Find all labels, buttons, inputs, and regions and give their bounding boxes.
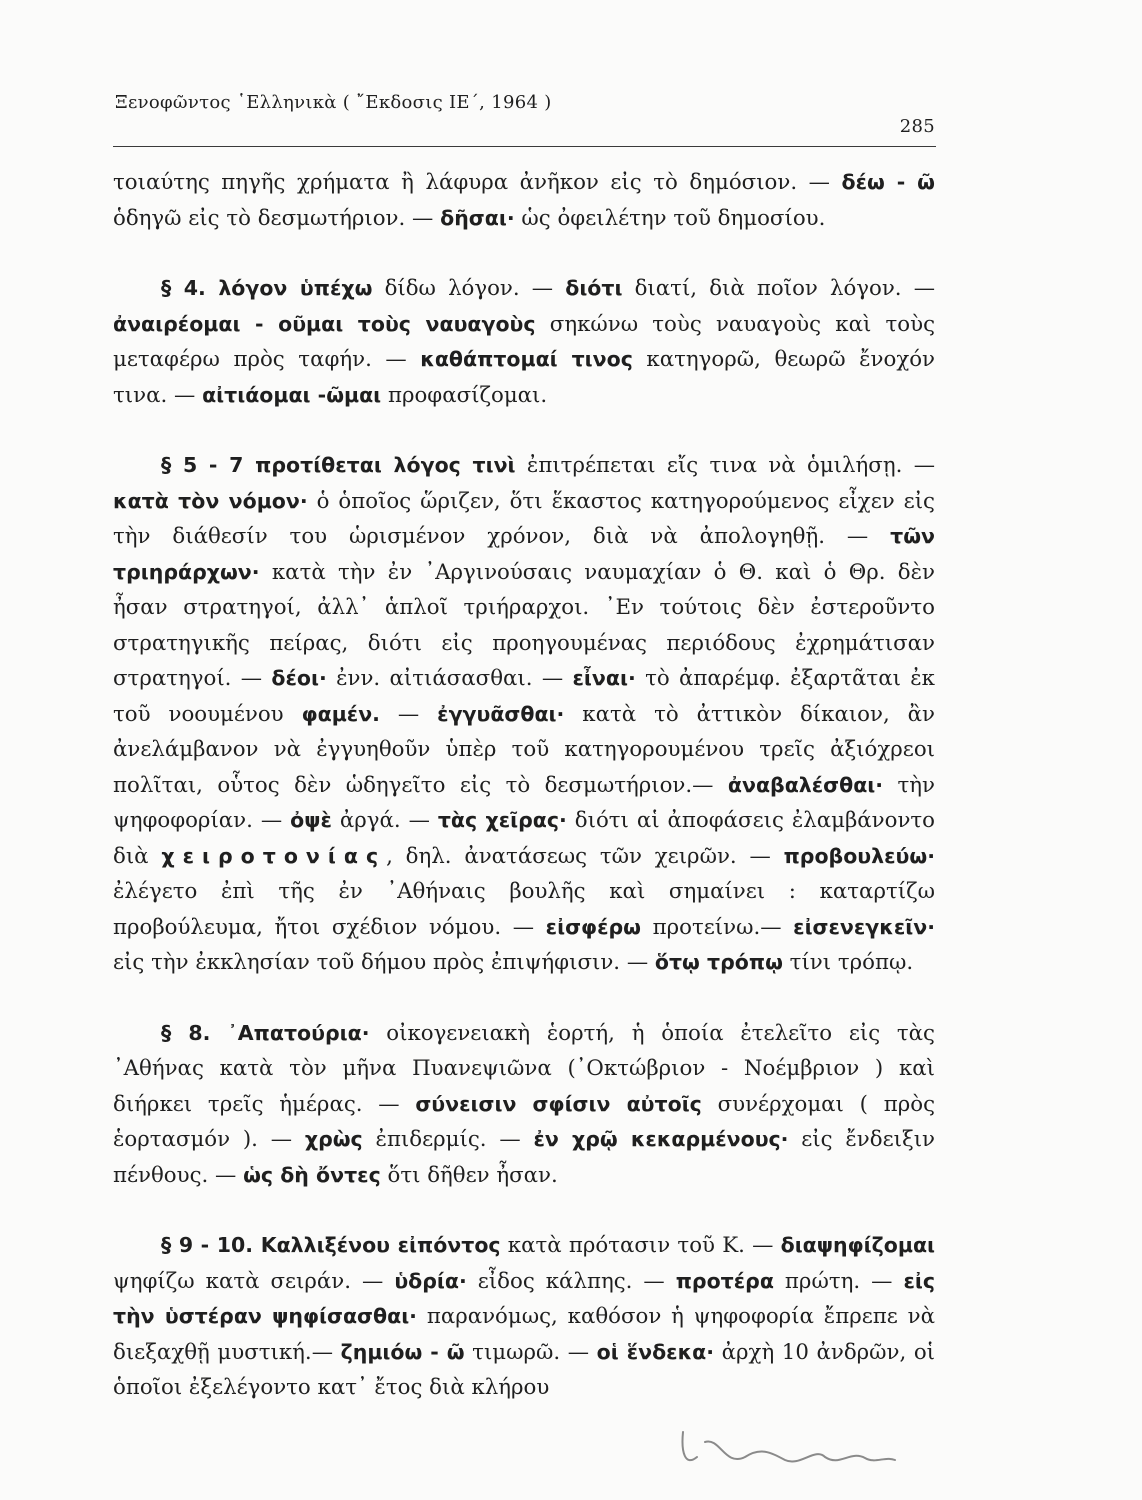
term-bold: οἱ ἕνδεκα· [596,1339,715,1364]
text-run: ἐπιτρέπεται εἴς τινα νὰ ὁμιλήσῃ. — [515,453,935,478]
term-bold: τῶν τριηράρχων· [113,524,935,584]
term-bold: χρὼς [304,1127,363,1151]
term-bold: δέοι· [271,666,327,690]
text-run: πρώτη. — [773,1268,904,1294]
text-run: εἶδος κάλπης. — [466,1268,676,1294]
term-bold: ὡς δὴ ὄντες [243,1162,381,1187]
text-run: , δηλ. ἀνατάσεως τῶν χειρῶν. — [386,843,784,869]
text-run: εἰς τὴν ἐκκλησίαν τοῦ δήμου πρὸς ἐπιψήφισιν. — [113,950,655,975]
text-run: οἰκογενειακὴ ἑορτή, ἡ ὁποία ἐτελεῖτο εἰς τὰς ᾿Αθήνας κατὰ τὸν μῆνα Πυανεψιῶνα (᾿Οκτώβριον - Νοέμβριον ) καὶ διήρκει τρεῖς ἡμέρας. — [113,1020,935,1117]
term-bold: ὀψὲ [290,808,332,832]
text-run: κατὰ τὸ ἀττικὸν δίκαιον, ἂν ἀνελάμβανον νὰ ἐγγυηθοῦν ὑπὲρ τοῦ κατηγορουμένου τρεῖς ἀξιόχρεοι πολῖται, οὗτος δὲν ὡδηγεῖτο εἰς τὸ δεσμωτήριον.— [113,701,936,798]
text-run: συνέρχομαι ( πρὸς ἑορτασμόν ). — [113,1091,935,1152]
text-run: ἐπιδερμίς. — [362,1127,534,1152]
text-run: τὸ ἀπαρέμφ. ἐξαρτᾶται ἐκ τοῦ νοουμένου [113,666,935,727]
header-rule [113,146,936,147]
term-bold: § 9 - 10. [161,1233,261,1257]
text-run: ἐλέγετο ἐπὶ τῆς ἐν ᾿Αθήναις βουλῆς καὶ σημαίνει : καταρτίζω προβούλευμα, ἤτοι σχέδιον νόμου. — [113,879,935,940]
text-run: — [379,701,438,727]
text-run: κατὰ πρότασιν τοῦ Κ. — [500,1233,781,1258]
term-bold: ἀναβαλέσθαι· [727,772,884,797]
header-title: Ξενοφῶντος ῾Ελληνικὰ ( ῎Εκδοσις ΙΕ΄, 1964 ) [115,92,552,113]
text-run: τὴν ψηφοφορίαν. — [113,772,935,833]
text-run: τιμωρῶ. — [464,1339,597,1365]
term-bold: φαμέν. [301,701,380,726]
term-bold: ἐγγυᾶσθαι· [437,701,565,726]
text-run: προφασίζομαι. [381,382,548,408]
term-bold: ᾿Απατούρια· [227,1020,370,1045]
text-run: ὅτι δῆθεν ἦσαν. [380,1162,558,1188]
text-run: ὡς ὀφειλέτην τοῦ δημοσίου. [514,205,826,231]
term-bold: ἀναιρέομαι - οῦμαι τοὺς ναυαγοὺς [113,311,536,336]
text-run: παρανόμως, καθόσον ἡ ψηφοφορία ἔπρεπε νὰ διεξαχθῇ μυστική.— [113,1304,935,1365]
text-run: ἐνν. αἰτιάσασθαι. — [326,666,573,691]
text-run: ὁ ὁποῖος ὥριζεν, ὅτι ἕκαστος κατηγορούμενος εἶχεν εἰς τὴν διάθεσίν του ὡρισμένον χρόνον, διὰ νὰ ἀπολογηθῇ. — [113,488,935,549]
term-bold: λόγον ὑπέχω [218,276,373,300]
text-run: σηκώνω τοὺς ναυαγοὺς καὶ τοὺς μεταφέρω πρὸς ταφήν. — [113,311,936,372]
term-bold: προτέρα [675,1268,774,1293]
text-run: ἀργά. — [331,808,438,833]
handwritten-mark [675,1412,905,1482]
term-bold: εἰσφέρω [545,914,641,939]
text-run: κατὰ τὴν ἐν ᾿Αργινούσαις ναυμαχίαν ὁ Θ. καὶ ὁ Θρ. δὲν ἦσαν στρατηγοί, ἀλλ᾿ ἁπλοῖ τριήραρχοι. ᾿Εν τούτοις δὲν ἐστεροῦντο στρατηγικῆς πείρας, διότι εἰς προηγουμένας περιόδους ἐχρημάτισαν στρατηγοί. — [113,559,935,691]
term-bold: καθάπτομαί τινος [420,347,633,371]
term-bold: ζημιόω - ῶ [340,1339,465,1364]
term-bold: προτίθεται λόγος τινὶ [255,453,516,477]
term-bold: προβουλεύω· [783,843,935,868]
paragraph-intro [113,165,935,236]
term-bold: δέω - ῶ [841,170,936,194]
term-bold: ὑδρία· [394,1268,467,1293]
paragraph-section-9-10 [113,1228,935,1406]
text-run: διότι αἱ ἀποφάσεις ἐλαμβάνοντο διὰ [113,808,935,869]
text-run: ἀρχὴ 10 ἀνδρῶν, οἱ ὁποῖοι ἐξελέγοντο κατ᾿ ἔτος διὰ κλήρου [113,1339,936,1400]
term-bold: § 5 - 7 [161,453,256,477]
text-run: τίνι τρόπῳ. [782,950,914,975]
paragraph-section-5-7 [113,448,935,981]
text-run: δίδω λόγον. — [372,276,566,301]
term-bold: διαψηφίζομαι [780,1233,936,1257]
term-bold: χειροτονίας [161,843,387,868]
page-number: 285 [899,116,935,137]
term-bold: αἰτιάομαι -ῶμαι [202,382,382,407]
term-bold: διότι [565,276,623,300]
paragraph-section-4 [113,271,935,413]
text-run: εἰς ἔνδειξιν πένθους. — [113,1127,935,1188]
term-bold: § 8. [161,1020,228,1045]
term-bold: § 4. [161,276,219,300]
term-bold: Καλλιξένου εἰπόντος [260,1233,501,1257]
text-run: κατηγορῶ, θεωρῶ ἔνοχόν τινα. — [113,347,935,408]
term-bold: εἰς τὴν ὑστέραν ψηφίσασθαι· [113,1268,935,1328]
term-bold: εἶναι· [572,666,636,690]
term-bold: τὰς χεῖρας· [437,808,567,832]
term-bold: κατὰ τὸν νόμον· [113,488,308,513]
term-bold: δῆσαι· [440,205,515,230]
text-run: ὁδηγῶ εἰς τὸ δεσμωτήριον. — [113,205,441,231]
paragraph-section-8 [113,1016,935,1194]
running-header [115,92,935,137]
text-run: διατί, διὰ ποῖον λόγον. — [622,276,936,301]
page-body [113,165,935,1406]
text-run: προτείνω.— [640,914,794,940]
term-bold: ἐν χρῷ κεκαρμένους· [533,1127,789,1151]
term-bold: ὅτῳ τρόπῳ [654,950,783,974]
text-run: τοιαύτης πηγῆς χρήματα ἢ λάφυρα ἀνῆκον εἰς τὸ δημόσιον. — [113,170,842,195]
term-bold: εἰσενεγκεῖν· [793,914,935,939]
term-bold: σύνεισιν σφίσιν αὐτοῖς [415,1091,702,1116]
text-run: ψηφίζω κατὰ σειράν. — [113,1268,395,1294]
